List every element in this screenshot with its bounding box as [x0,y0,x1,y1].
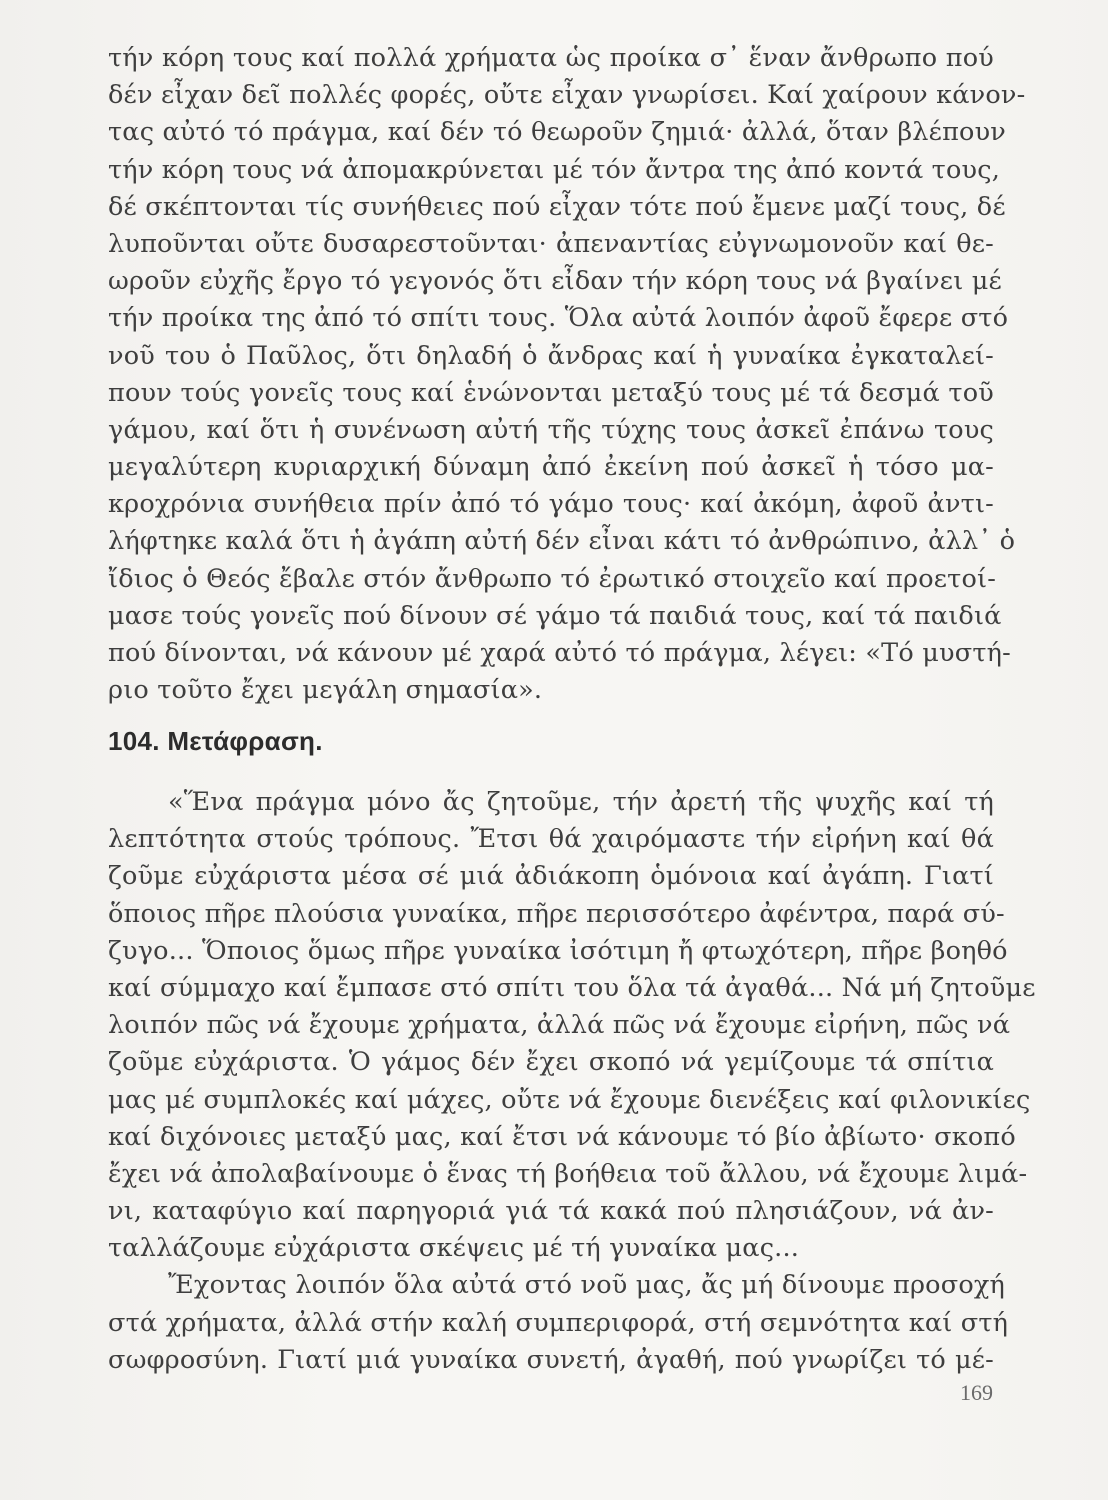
page-number: 169 [960,1380,993,1405]
text-line: τήν κόρη τους νά ἀπομακρύνεται μέ τόν ἄντρα της ἀπό κοντά τους, [108,154,1001,185]
text-line: νοῦ του ὁ Παῦλος, ὅτι δηλαδή ὁ ἄνδρας καί ἡ γυναίκα ἐγκαταλεί- [108,340,994,371]
text-line: Ἔχοντας λοιπόν ὅλα αὐτά στό νοῦ μας, ἄς μή δίνουμε προσοχή [168,1270,1006,1301]
section-heading: 104. Μετάφραση. [108,726,323,756]
text-line: τήν προίκα της ἀπό τό σπίτι τους. Ὅλα αὐτά λοιπόν ἀφοῦ ἔφερε στό [108,303,1009,334]
text-line: νι, καταφύγιο καί παρηγοριά γιά τά κακά πού πλησιάζουν, νά ἀν- [108,1196,994,1227]
paragraph-bottom [108,784,1036,1379]
text-line: πουν τούς γονεῖς τους καί ἑνώνονται μεταξύ τους μέ τά δεσμά τοῦ [108,377,994,408]
text-line: ωροῦν εὐχῆς ἔργο τό γεγονός ὅτι εἶδαν τήν κόρη τους νά βγαίνει μέ [108,266,1002,297]
text-line: μασε τούς γονεῖς πού δίνουν σέ γάμο τά παιδιά τους, καί τά παιδιά [108,600,1002,631]
text-line: τας αὐτό τό πράγμα, καί δέν τό θεωροῦν ζημιά· ἀλλά, ὅταν βλέπουν [108,117,1006,148]
text-line: λοιπόν πῶς νά ἔχουμε χρήματα, ἀλλά πῶς νά ἔχουμε εἰρήνη, πῶς νά [108,1010,1011,1041]
text-line: καί σύμμαχο καί ἔμπασε στό σπίτι του ὅλα τά ἀγαθά... Νά μή ζητοῦμε [108,972,1036,1003]
text-line: κροχρόνια συνήθεια πρίν ἀπό τό γάμο τους· καί ἀκόμη, ἀφοῦ ἀντι- [108,489,994,520]
text-line: σωφροσύνη. Γιατί μιά γυναίκα συνετή, ἀγαθή, πού γνωρίζει τό μέ- [108,1344,994,1375]
text-line: ζυγο... Ὅποιος ὅμως πῆρε γυναίκα ἰσότιμη ἤ φτωχότερη, πῆρε βοηθό [108,935,1008,966]
text-line: δέ σκέπτονται τίς συνήθειες πού εἶχαν τότε πού ἔμενε μαζί τους, δέ [108,191,1006,222]
text-line: ἴδιος ὁ Θεός ἔβαλε στόν ἄνθρωπο τό ἐρωτικό στοιχεῖο καί προετοί- [108,563,997,594]
text-line: δέν εἶχαν δεῖ πολλές φορές, οὔτε εἶχαν γνωρίσει. Καί χαίρουν κάνον- [108,80,1026,111]
text-line: γάμου, καί ὅτι ἡ συνένωση αὐτή τῆς τύχης τους ἀσκεῖ ἐπάνω τους [108,414,994,445]
text-line: λεπτότητα στούς τρόπους. Ἔτσι θά χαιρόμαστε τήν εἰρήνη καί θά [108,824,994,855]
text-line: μας μέ συμπλοκές καί μάχες, οὔτε νά ἔχουμε διενέξεις καί φιλονικίες [108,1084,1031,1115]
text-line: λυποῦνται οὔτε δυσαρεστοῦνται· ἀπεναντίας εὐγνωμονοῦν καί θε- [108,228,994,259]
text-line: καί διχόνοιες μεταξύ μας, καί ἔτσι νά κάνουμε τό βίο ἀβίωτο· σκοπό [108,1121,1016,1152]
text-line: πού δίνονται, νά κάνουν μέ χαρά αὐτό τό πράγμα, λέγει: «Τό μυστή- [108,638,1011,668]
text-line: ζοῦμε εὐχάριστα. Ὁ γάμος δέν ἔχει σκοπό νά γεμίζουμε τά σπίτια [108,1047,994,1078]
text-line: λήφτηκε καλά ὅτι ἡ ἀγάπη αὐτή δέν εἶναι κάτι τό ἀνθρώπινο, ἀλλ᾽ ὁ [108,526,1016,557]
text-line: «Ἕνα πράγμα μόνο ἄς ζητοῦμε, τήν ἀρετή τῆς ψυχῆς καί τή [168,787,994,817]
text-line: μεγαλύτερη κυριαρχική δύναμη ἀπό ἐκείνη πού ἀσκεῖ ἡ τόσο μα- [108,452,994,483]
text-line: ἔχει νά ἀπολαβαίνουμε ὁ ἕνας τή βοήθεια τοῦ ἄλλου, νά ἔχουμε λιμά- [108,1158,1028,1189]
text-line: τήν κόρη τους καί πολλά χρήματα ὡς προίκα σ᾽ ἕναν ἄνθρωπο πού [108,43,994,73]
text-line: ριο τοῦτο ἔχει μεγάλη σημασία». [108,675,543,706]
paragraph-top [108,40,1026,709]
text-line: ταλλάζουμε εὐχάριστα σκέψεις μέ τή γυναίκα μας... [108,1233,800,1264]
text-line: ὅποιος πῆρε πλούσια γυναίκα, πῆρε περισσότερο ἀφέντρα, παρά σύ- [108,898,1005,929]
text-line: στά χρήματα, ἀλλά στήν καλή συμπεριφορά, στή σεμνότητα καί στή [108,1307,1009,1338]
text-line: ζοῦμε εὐχάριστα μέσα σέ μιά ἀδιάκοπη ὁμόνοια καί ἀγάπη. Γιατί [108,861,994,892]
